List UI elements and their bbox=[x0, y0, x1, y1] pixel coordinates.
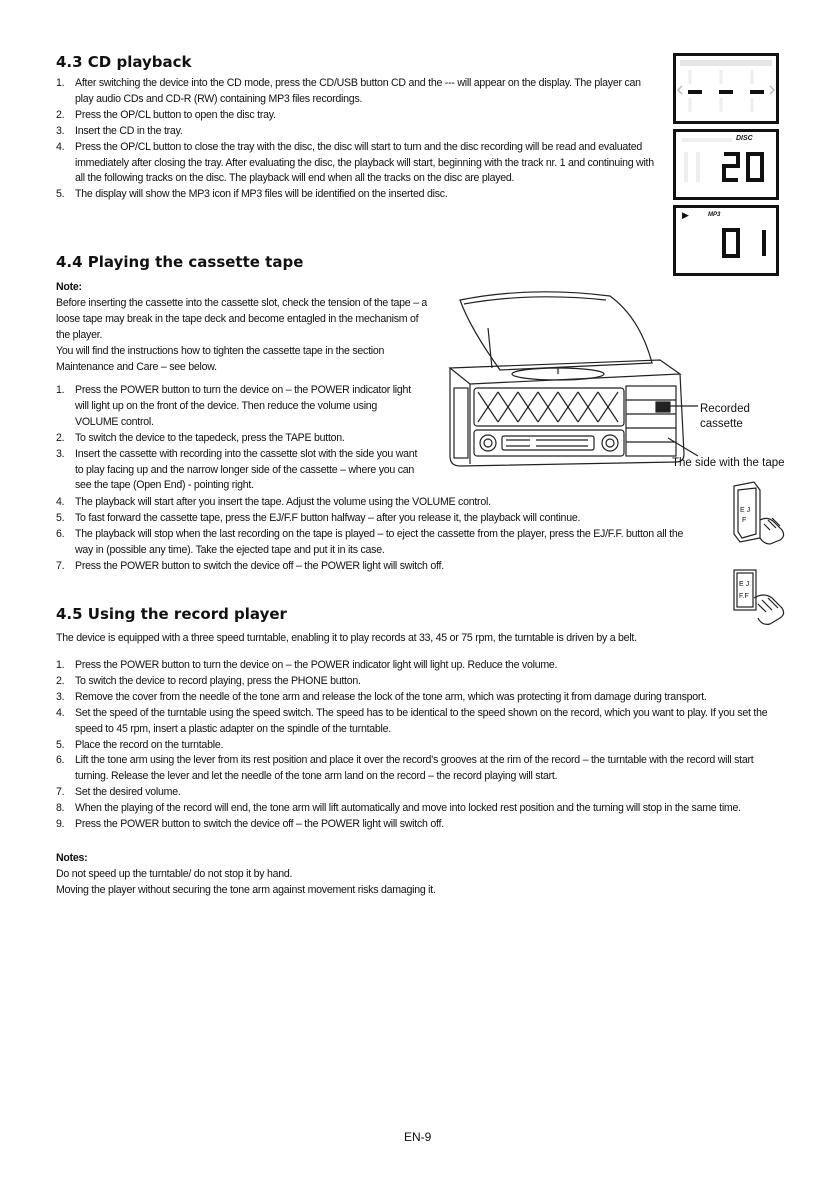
list-item bbox=[56, 124, 656, 140]
note-heading: Note: bbox=[56, 281, 82, 293]
record-notes-block bbox=[56, 851, 756, 899]
step-number: 1. bbox=[56, 77, 65, 89]
step-text: To switch the device to the tapedeck, press the TAPE button. bbox=[75, 431, 345, 444]
list-item bbox=[56, 187, 656, 203]
step-text: Press the OP/CL button to close the tray with the disc, the disc will start to turn and the disc recording will be read and evaluated immediately after closing the tray. After evaluating the disc, the playback will start, beginning with the track nr. 1 and continuing with all the following tracks on the disc. The playback will end when all the tracks on the disc are played. bbox=[75, 140, 654, 185]
list-item bbox=[56, 690, 786, 706]
lcd-display-disc-20 bbox=[673, 129, 779, 200]
step-number: 2. bbox=[56, 108, 65, 121]
record-steps-list bbox=[56, 658, 786, 833]
tape-steps-list-a bbox=[56, 383, 421, 494]
step-text: Press the OP/CL button to open the disc tray. bbox=[75, 108, 276, 121]
step-text: Set the speed of the turntable using the speed switch. The speed has to be identical to the speed shown on the record, which you want to play. If you set the speed to 45 rpm, insert a plastic adapter on the spindle of the turntable. bbox=[75, 706, 768, 735]
list-item bbox=[56, 817, 786, 833]
note-line: Do not speed up the turntable/ do not stop it by hand. bbox=[56, 867, 293, 880]
step-text: To switch the device to record playing, press the PHONE button. bbox=[75, 674, 361, 687]
cd-steps-list bbox=[56, 76, 656, 203]
lcd-dashes-graphic bbox=[676, 56, 776, 121]
step-number: 4. bbox=[56, 140, 65, 153]
caption-side-with-tape: The side with the tape bbox=[672, 457, 785, 469]
lcd-disc-label: DISC bbox=[736, 135, 753, 142]
section-heading-cassette: 4.4 Playing the cassette tape bbox=[56, 253, 304, 271]
step-text: The playback will start after you insert the tape. Adjust the volume using the VOLUME control. bbox=[75, 496, 491, 508]
caption-recorded-cassette: Recorded cassette bbox=[700, 403, 750, 430]
list-item bbox=[56, 785, 786, 801]
list-item bbox=[56, 527, 696, 559]
step-number: 8. bbox=[56, 802, 65, 815]
svg-text:F: F bbox=[742, 517, 747, 524]
note-text: Before inserting the cassette into the cassette slot, check the tension of the tape – a loose tape may break in the tape deck and become entagled in the mechanism of the player. bbox=[56, 296, 428, 341]
list-item bbox=[56, 801, 786, 817]
step-number: 7. bbox=[56, 786, 65, 799]
note-line: Moving the player without securing the tone arm against movement risks damaging it. bbox=[56, 883, 436, 896]
tape-note-block bbox=[56, 280, 428, 375]
step-number: 3. bbox=[56, 124, 65, 137]
ej-ff-button-halfway-illustration bbox=[730, 480, 790, 546]
step-number: 2. bbox=[56, 674, 65, 687]
step-text: After switching the device into the CD mode, press the CD/USB button CD and the --- will appear on the display. The player can play audio CDs and CD-R (RW) containing MP3 files recordings. bbox=[75, 77, 641, 105]
step-number: 1. bbox=[56, 384, 65, 396]
step-text: Insert the cassette with recording into the cassette slot with the side you want to play facing up and the narrow longer side of the cassette – where you can see the tape (Open End) - pointing right. bbox=[75, 447, 418, 492]
step-text: When the playing of the record will end, the tone arm will lift automatically and move into locked rest position and the turning will stop in the same time. bbox=[75, 802, 741, 815]
list-item bbox=[56, 658, 786, 674]
record-intro-text: The device is equipped with a three speed turntable, enabling it to play records at 33, 45 or 75 rpm, the turntable is driven by a belt. bbox=[56, 632, 637, 644]
list-item bbox=[56, 674, 786, 690]
step-number: 6. bbox=[56, 527, 65, 540]
lcd-digits-20 bbox=[676, 132, 776, 197]
step-number: 1. bbox=[56, 659, 65, 671]
step-number: 7. bbox=[56, 559, 65, 572]
step-text: Set the desired volume. bbox=[75, 786, 181, 799]
list-item bbox=[56, 108, 656, 124]
lcd-display-dashes bbox=[673, 53, 779, 124]
note-text-2: You will find the instructions how to tighten the cassette tape in the section Maintenance and Care – see below. bbox=[56, 344, 385, 373]
ej-ff-label-1: E J bbox=[740, 507, 751, 514]
lcd-digits-01 bbox=[676, 208, 776, 273]
list-item bbox=[56, 706, 786, 738]
step-text: Lift the tone arm using the lever from its rest position and place it over the record's grooves at the rim of the record – the turntable with the record will start turning. Release the lever and let the needle of the tone arm land on the record – the record playing will start. bbox=[75, 754, 754, 783]
step-text: To fast forward the cassette tape, press the EJ/F.F button halfway – after you release it, the playback will continue. bbox=[75, 511, 581, 524]
section-heading-cd-playback: 4.3 CD playback bbox=[56, 53, 192, 71]
step-text: Insert the CD in the tray. bbox=[75, 124, 183, 137]
step-number: 9. bbox=[56, 818, 65, 831]
lcd-display-mp3-01 bbox=[673, 205, 779, 276]
list-item bbox=[56, 495, 696, 511]
step-text: Press the POWER button to switch the device off – the POWER light will switch off. bbox=[75, 559, 444, 572]
step-number: 5. bbox=[56, 188, 65, 201]
list-item bbox=[56, 753, 786, 785]
notes-heading: Notes: bbox=[56, 852, 88, 864]
list-item bbox=[56, 559, 696, 575]
step-number: 2. bbox=[56, 431, 65, 444]
list-item bbox=[56, 140, 656, 188]
list-item bbox=[56, 738, 786, 754]
lcd-mp3-label: MP3 bbox=[708, 212, 721, 218]
step-number: 6. bbox=[56, 754, 65, 767]
play-triangle-icon: ▶ bbox=[682, 210, 689, 220]
retro-player-illustration bbox=[440, 288, 700, 488]
tape-steps-list-b bbox=[56, 495, 696, 575]
list-item bbox=[56, 447, 421, 495]
step-number: 5. bbox=[56, 738, 65, 751]
step-number: 3. bbox=[56, 447, 65, 460]
step-text: Press the POWER button to switch the device off – the POWER light will switch off. bbox=[75, 818, 444, 831]
ej-ff-label-2: E J bbox=[739, 581, 750, 588]
list-item bbox=[56, 431, 421, 447]
step-text: Remove the cover from the needle of the tone arm and release the lock of the tone arm, which was protecting it from damage during transport. bbox=[75, 690, 707, 703]
step-text: Place the record on the turntable. bbox=[75, 738, 224, 751]
list-item bbox=[56, 383, 421, 431]
step-text: The display will show the MP3 icon if MP3 files will be identified on the inserted disc. bbox=[75, 188, 448, 201]
list-item bbox=[56, 511, 696, 527]
step-number: 4. bbox=[56, 706, 65, 719]
step-text: The playback will stop when the last recording on the tape is played – to eject the cassette from the player, press the EJ/F.F. button all the way in (possible any time). Take the ejected tape and put it in its case. bbox=[75, 527, 684, 556]
ej-ff-button-fullway-illustration bbox=[730, 568, 790, 632]
list-item bbox=[56, 76, 656, 108]
page-number: EN-9 bbox=[404, 1130, 432, 1144]
step-text: Press the POWER button to turn the device on – the POWER indicator light will light up on the front of the device. Then reduce the volume using VOLUME control. bbox=[75, 384, 411, 428]
svg-text:·: · bbox=[725, 112, 727, 118]
svg-text:F.F: F.F bbox=[739, 593, 749, 600]
step-number: 3. bbox=[56, 690, 65, 703]
step-number: 5. bbox=[56, 511, 65, 524]
section-heading-record-player: 4.5 Using the record player bbox=[56, 605, 287, 623]
step-text: Press the POWER button to turn the device on – the POWER indicator light will light up. Reduce the volume. bbox=[75, 659, 558, 671]
step-number: 4. bbox=[56, 496, 65, 508]
